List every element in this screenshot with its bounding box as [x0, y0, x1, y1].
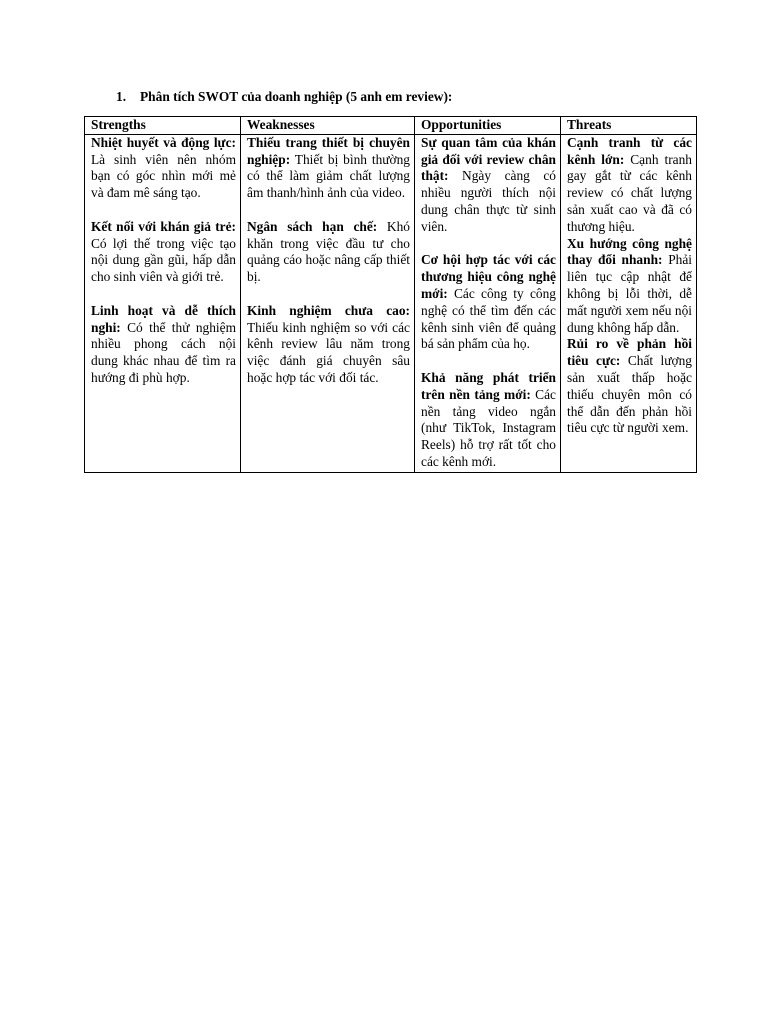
- strengths-cell: [85, 134, 241, 472]
- item-title: Kinh nghiệm chưa cao:: [247, 302, 410, 318]
- opportunity-item: [421, 370, 556, 471]
- heading-number: 1.: [116, 89, 127, 104]
- threats-cell: [561, 134, 697, 472]
- opportunities-cell: [415, 134, 561, 472]
- weaknesses-cell: [241, 134, 415, 472]
- strength-item: [91, 219, 236, 286]
- section-heading: [116, 88, 452, 105]
- item-title: Ngân sách hạn chế:: [247, 218, 378, 234]
- item-title: Linh hoạt và dễ thích nghi:: [91, 302, 236, 335]
- weakness-item: [247, 303, 410, 387]
- threat-item: [567, 135, 692, 236]
- item-title: Cơ hội hợp tác với các thương hiệu công nghệ mới:: [421, 252, 556, 301]
- item-body: Phải liên tục cập nhật để không bị lỗi thời, dễ mất người xem nếu nội dung không hấp dẫn.: [567, 252, 692, 335]
- item-body: Các công ty công nghệ có thể tìm đến các kênh sinh viên để quảng bá sản phẩm của họ.: [421, 285, 556, 352]
- item-body: Các nền tảng video ngắn (như TikTok, Instagram Reels) hỗ trợ rất tốt cho các kênh mới.: [421, 386, 556, 469]
- item-title: Nhiệt huyết và động lực:: [91, 134, 236, 150]
- item-body: Thiết bị bình thường có thể làm giảm chất lượng âm thanh/hình ảnh của video.: [247, 151, 410, 201]
- swot-body-row: [85, 134, 697, 472]
- item-body: Ngày càng có nhiều người thích nội dung chân thực từ sinh viên.: [421, 168, 556, 234]
- item-title: Thiếu trang thiết bị chuyên nghiệp:: [247, 134, 410, 167]
- header-weaknesses: Weaknesses: [241, 117, 415, 135]
- item-body: Khó khăn trong việc đầu tư cho quảng cáo hoặc nâng cấp thiết bị.: [247, 218, 410, 285]
- opportunity-item: [421, 252, 556, 353]
- threat-item: [567, 336, 692, 437]
- item-body: Là sinh viên nên nhóm bạn có góc nhìn mới mẻ và đam mê sáng tạo.: [91, 151, 236, 201]
- heading-text: Phân tích SWOT của doanh nghiệp (5 anh em review):: [140, 89, 453, 104]
- item-title: Cạnh tranh từ các kênh lớn:: [567, 134, 692, 167]
- weakness-item: [247, 219, 410, 286]
- header-strengths: Strengths: [85, 117, 241, 135]
- item-body: Có thể thử nghiệm nhiều phong cách nội dung khác nhau để tìm ra hướng đi phù hợp.: [91, 319, 236, 385]
- swot-table: [84, 116, 697, 473]
- item-title: Rủi ro về phản hồi tiêu cực:: [567, 336, 692, 369]
- item-body: Có lợi thế trong việc tạo nội dung gần gũi, hấp dẫn cho sinh viên và giới trẻ.: [91, 235, 236, 285]
- threat-item: [567, 236, 692, 337]
- item-body: Cạnh tranh gay gắt từ các kênh review có chất lượng sản xuất cao và đã có thương hiệu.: [567, 151, 692, 234]
- item-title: Xu hướng công nghệ thay đổi nhanh:: [567, 235, 692, 268]
- item-title: Khả năng phát triển trên nền tảng mới:: [421, 369, 556, 402]
- header-threats: Threats: [561, 117, 697, 135]
- item-title: Kết nối với khán giả trẻ:: [91, 218, 236, 234]
- strength-item: [91, 303, 236, 387]
- header-opportunities: Opportunities: [415, 117, 561, 135]
- item-body: Chất lượng sản xuất thấp hoặc thiếu chuyên môn có thể dẫn đến phản hồi tiêu cực từ người xem.: [567, 353, 692, 436]
- swot-header-row: [85, 117, 697, 135]
- strength-item: [91, 135, 236, 202]
- opportunity-item: [421, 135, 556, 236]
- weakness-item: [247, 135, 410, 202]
- item-body: Thiếu kinh nghiệm so với các kênh review lâu năm trong việc đánh giá chuyên sâu hoặc hợp tác với đối tác.: [247, 319, 410, 385]
- item-title: Sự quan tâm của khán giả đối với review chân thật:: [421, 134, 556, 184]
